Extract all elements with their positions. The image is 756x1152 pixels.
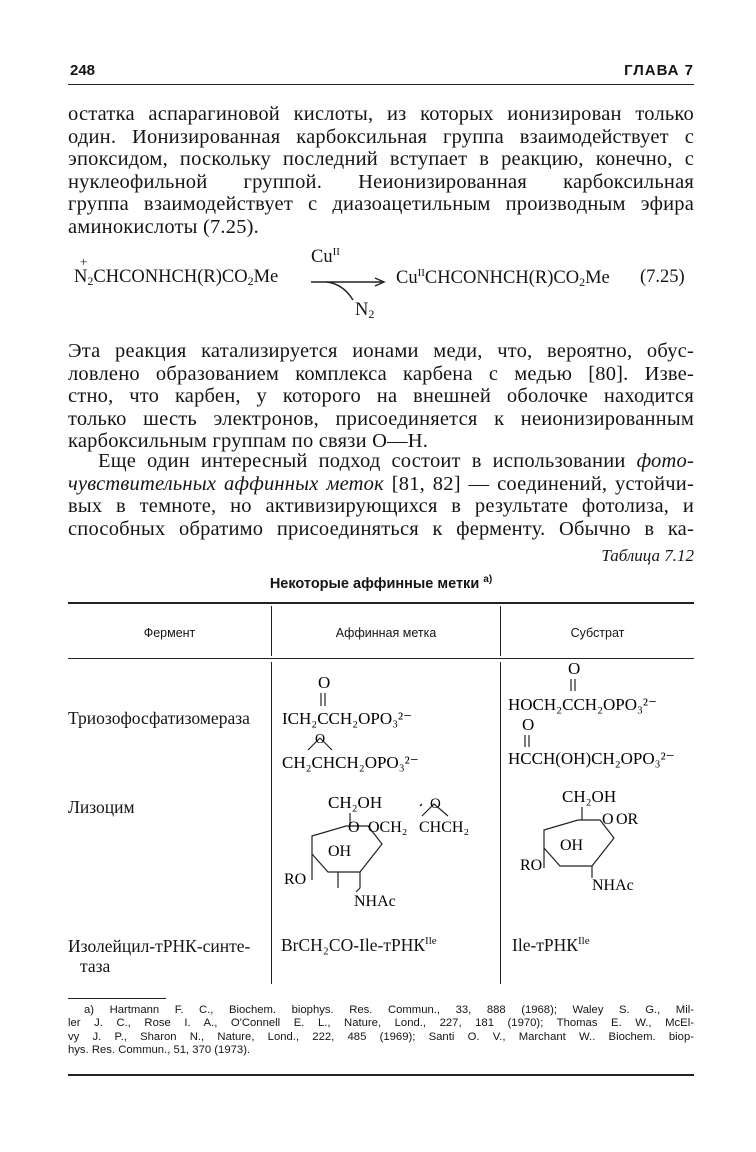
svg-text:OH: OH <box>328 843 352 860</box>
table-top-rule <box>68 602 694 604</box>
text-line: нуклеофильной группой. Неионизированная карбоксильная <box>68 170 694 193</box>
catalyst: $Cu^{II}$ <box>311 246 340 267</box>
col-header-enzyme: Фермент <box>143 626 196 640</box>
chapter-label: ГЛАВА 7 <box>624 62 694 79</box>
text-line: только шесть электронов, присоединяется к неионизированным <box>68 407 694 430</box>
svg-text:NHAc: NHAc <box>354 893 396 910</box>
svg-text:O: O <box>315 732 326 747</box>
text-line: вых в темноте, но активизирующихся в результате фотолиза, и <box>68 495 694 518</box>
svg-text:O: O <box>568 659 581 678</box>
chem-glycoside <box>504 778 694 908</box>
svg-text:O: O <box>602 811 614 828</box>
footnote-line: а) Hartmann F. C., Biochem. biophys. Res. Commun., 33, 888 (1968); Waley S. G., Mil- <box>84 1004 694 1016</box>
column-divider <box>271 662 272 984</box>
paragraph-3 <box>68 450 694 540</box>
text-line: Еще один интересный подход состоит в использовании фото- <box>98 450 694 472</box>
svg-text:HCCH(OH)CH₂OPO₃²⁻: HCCH(OH)CH₂OPO₃²⁻ <box>508 749 675 768</box>
enzyme-triose: Триозофосфатизомераза <box>68 708 250 728</box>
chem-dha-phosphate <box>504 656 694 780</box>
page-number: 248 <box>70 62 96 79</box>
svg-text:ICH₂CCH₂OPO₃²⁻: ICH₂CCH₂OPO₃²⁻ <box>282 709 413 728</box>
text-line: Эта реакция катализируется ионами меди, что, вероятно, обус- <box>68 340 694 362</box>
svg-text:CH₂OH: CH₂OH <box>328 793 383 812</box>
col-header-substrate: Субстрат <box>570 626 625 640</box>
footnote <box>68 1004 694 1058</box>
running-head <box>68 58 694 85</box>
svg-text:OH: OH <box>560 837 584 854</box>
table-title: Некоторые аффинные метки $^{а)}$ <box>269 574 493 592</box>
svg-text:CHCH₂: CHCH₂ <box>419 819 470 836</box>
text-line: остатка аспарагиновой кислоты, из которых ионизирован только <box>68 103 694 125</box>
svg-text:OCH₂: OCH₂ <box>368 819 408 836</box>
svg-text:RO: RO <box>520 857 543 874</box>
charge-plus: + <box>80 254 88 269</box>
footnote-line: vy J. P., Sharon N., Nature, Lond., 222, 485 (1969); Santi O. V., Marchant W.. Biochem. biop- <box>68 1030 694 1043</box>
text-line: эпоксидом, поскольку последний вступает в реакцию, конечно, с <box>68 148 694 171</box>
svg-text:RO: RO <box>284 871 307 888</box>
paragraph-1 <box>68 103 694 239</box>
chem-iodoacetol-phosphate <box>276 668 498 776</box>
reaction-arrow <box>309 270 387 304</box>
svg-text:O: O <box>522 715 535 734</box>
footnote-line: hys. Res. Commun., 51, 370 (1973). <box>68 1044 251 1057</box>
text-line: карбоксильным группам по связи О—Н. <box>68 430 429 453</box>
svg-text:NHAc: NHAc <box>592 877 634 894</box>
column-divider <box>500 662 501 984</box>
svg-text:O: O <box>348 819 360 836</box>
text-line: аминокислоты (7.25). <box>68 215 260 238</box>
svg-text:CH₂CHCH₂OPO₃²⁻: CH₂CHCH₂OPO₃²⁻ <box>282 753 419 772</box>
text-line: стно, что карбен, у которого на внешней оболочке находится <box>68 385 694 408</box>
page-bottom-rule <box>68 1074 694 1076</box>
svg-text:O: O <box>318 673 331 692</box>
product: $Cu^{II}CHCONHCH(R)CO_2Me$ <box>396 267 610 289</box>
text-line: способных обратимо присоединяться к ферменту. Обычно в ка- <box>68 517 694 540</box>
footnote-marker: а) <box>483 574 493 585</box>
svg-text:OR: OR <box>616 811 639 828</box>
label-ile-trna: BrCH₂CO-Ile-тРНК$^{Ile}$ <box>281 935 437 955</box>
text-line: чувствительных аффинных меток [81, 82] — соединений, устойчи- <box>68 472 694 495</box>
text-line: группа взаимодействует с диазоацетильным производным эфира <box>68 193 694 216</box>
substrate-ile-trna: Ile-тРНК$^{Ile}$ <box>512 935 590 955</box>
reaction-equation <box>68 248 694 330</box>
enzyme-ile-trna: Изолейцил-тРНК-синте- таза <box>68 936 251 976</box>
footnote-line: ler J. C., Rose I. A., O'Connell E. L., Nature, Lond., 227, 181 (1970); Thomas E. W., McEl- <box>68 1017 694 1030</box>
table-number: Таблица 7.12 <box>601 546 694 565</box>
footnote-rule <box>68 998 166 999</box>
reactant: $N_2CHCONHCH(R)CO_2Me$ <box>74 267 279 288</box>
col-header-label: Аффинная метка <box>335 626 437 640</box>
paragraph-2 <box>68 340 694 453</box>
svg-text:O: O <box>430 796 441 812</box>
enzyme-lysozyme: Лизоцим <box>68 797 135 817</box>
equation-number: (7.25) <box>640 267 685 287</box>
byproduct: $N_2$ <box>355 300 375 321</box>
text-line: ловлено образованием комплекса карбена с медью [80]. Изве- <box>68 362 694 385</box>
svg-text:CH₂OH: CH₂OH <box>562 787 617 806</box>
text-line: один. Ионизированная карбоксильная группа взаимодействует с <box>68 125 694 148</box>
chem-epoxy-glycoside <box>276 784 498 914</box>
svg-text:HOCH₂CCH₂OPO₃²⁻: HOCH₂CCH₂OPO₃²⁻ <box>508 695 657 714</box>
